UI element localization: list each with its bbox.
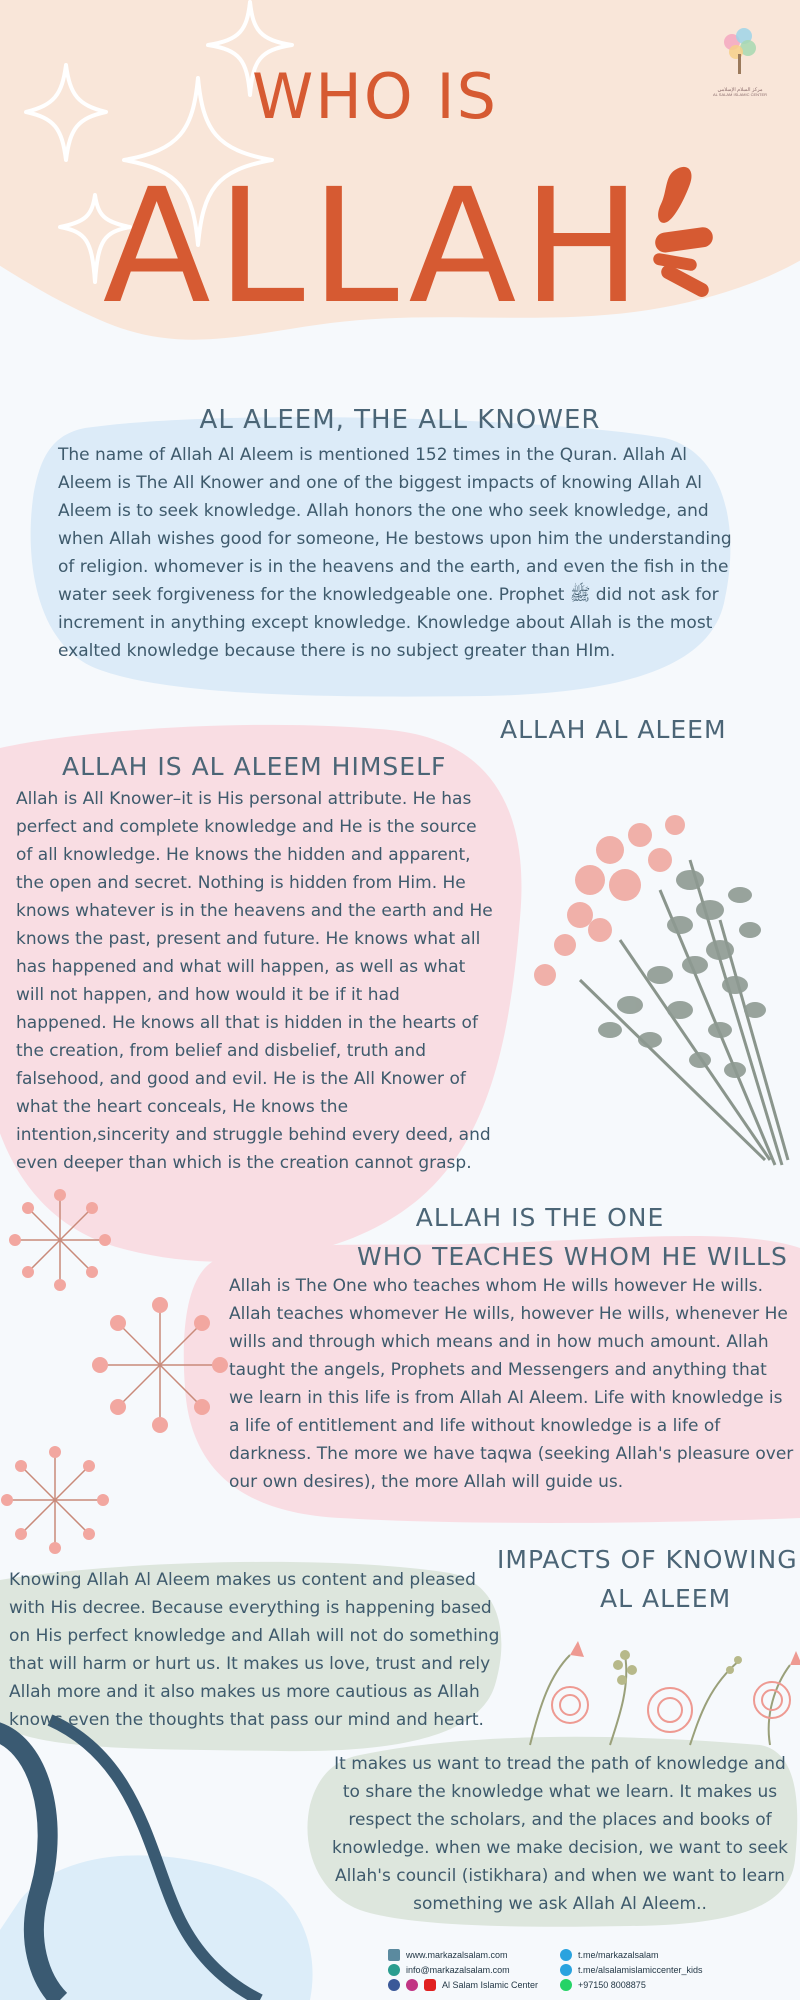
footer-contact-right xyxy=(560,1947,800,1992)
whatsapp-icon xyxy=(560,1979,572,1991)
section2-side-label: ALLAH AL ALEEM xyxy=(500,715,727,744)
header-subtitle: WHO IS xyxy=(251,60,499,133)
dandelion-flowers-illustration xyxy=(0,1180,230,1560)
section3-heading-line2: WHO TEACHES WHOM HE WILLS xyxy=(357,1242,788,1271)
footer-phone[interactable]: +97150 8008875 xyxy=(578,1979,646,1990)
footer-telegram1-row xyxy=(560,1947,800,1962)
section1-heading: AL ALEEM, THE ALL KNOWER xyxy=(199,405,601,435)
footer-social-row xyxy=(388,1977,588,1992)
footer-website-row xyxy=(388,1947,588,1962)
footer-telegram2-link[interactable]: t.me/alsalamislamiccenter_kids xyxy=(578,1964,703,1975)
logo-tree-icon xyxy=(720,26,760,82)
footer-email-row xyxy=(388,1962,588,1977)
telegram-icon xyxy=(560,1964,572,1976)
accent-strokes-decoration xyxy=(645,160,715,310)
logo-text: مركز السلام الإسلامي xyxy=(717,87,763,93)
botanical-illustration xyxy=(510,1635,800,1755)
telegram-icon xyxy=(560,1949,572,1961)
flower-bouquet-illustration xyxy=(520,800,800,1170)
footer-telegram2-row xyxy=(560,1962,800,1977)
section4-body-left: Knowing Allah Al Aleem makes us content and pleased with His decree. Because everything is happening based on His perfect knowledge and Allah will not do something that will harm or hurt us. It makes us love, trust and rely Allah more and it also makes us more cautious as Allah knows even the thoughts that pass our mind and heart. xyxy=(9,1570,500,1730)
logo xyxy=(712,26,768,98)
section1-body: The name of Allah Al Aleem is mentioned 152 times in the Quran. Allah Al Aleem is The All Knower and one of the biggest impacts of knowing Allah Al Aleem is to seek knowledge. Allah honors the one who seek knowledge, and when Allah wishes good for someone, He bestows upon him the understanding of religion. whomever is in the heavens and the earth, and even the fish in the water seek forgiveness for the knowledgeable one. Prophet ﷺ did not ask for increment in anything except knowledge. Knowledge about Allah is the most exalted knowledge because there is no subject greater than HIm. xyxy=(58,445,732,661)
facebook-icon[interactable] xyxy=(388,1979,400,1991)
footer-email-link[interactable]: info@markazalsalam.com xyxy=(406,1964,510,1975)
section3-heading-line1: ALLAH IS THE ONE xyxy=(415,1203,665,1232)
email-icon xyxy=(388,1964,400,1976)
section2-body: Allah is All Knower–it is His personal attribute. He has perfect and complete knowledge and He is the source of all knowledge. He knows the hidden and apparent, the open and secret. Nothing is hidden from Him. He knows whatever is in the heavens and the earth and He knows the past, present and future. He knows what all has happened and what will happen, as well as what will not happen, and how would it be if it had happened. He knows all that is hidden in the hearts of the creation, from belief and disbelief, truth and falsehood, and good and evil. He is the All Knower of what the heart conceals, He knows the intention,sincerity and struggle behind every deed, and even deeper than which is the creation cannot grasp. xyxy=(16,789,493,1173)
page-title: ALLAH xyxy=(102,155,648,339)
instagram-icon[interactable] xyxy=(406,1979,418,1991)
footer-org-name: Al Salam Islamic Center xyxy=(442,1979,539,1990)
wave-decoration xyxy=(0,1700,320,2000)
footer-phone-row xyxy=(560,1977,800,1992)
youtube-icon[interactable] xyxy=(424,1979,436,1991)
logo-subtext: AL SALAM ISLAMIC CENTER xyxy=(712,92,768,97)
section4-heading-line2: AL ALEEM xyxy=(600,1584,732,1613)
footer-website-link[interactable]: www.markazalsalam.com xyxy=(406,1949,508,1960)
footer-telegram1-link[interactable]: t.me/markazalsalam xyxy=(578,1949,659,1960)
section3-body: Allah is The One who teaches whom He wills however He wills. Allah teaches whomever He wills, however He wills, whenever He wills and through which means and in how much amount. Allah taught the angels, Prophets and Messengers and anything that we learn in this life is from Allah Al Aleem. Life with knowledge is a life of entitlement and life without knowledge is a life of darkness. The more we have taqwa (seeking Allah's pleasure over our own desires), the more Allah will guide us. xyxy=(229,1276,794,1492)
globe-icon xyxy=(388,1949,400,1961)
section4-heading-line1: IMPACTS OF KNOWING xyxy=(497,1545,798,1574)
section2-heading: ALLAH IS AL ALEEM HIMSELF xyxy=(62,752,447,781)
section4-body-right: It makes us want to tread the path of knowledge and to share the knowledge what we learn. It makes us respect the scholars, and the places and books of knowledge. when we make decision, we want to seek Allah's council (istikhara) and when we want to learn something we ask Allah Al Aleem.. xyxy=(331,1754,789,1914)
footer-contact-left xyxy=(388,1947,588,1992)
